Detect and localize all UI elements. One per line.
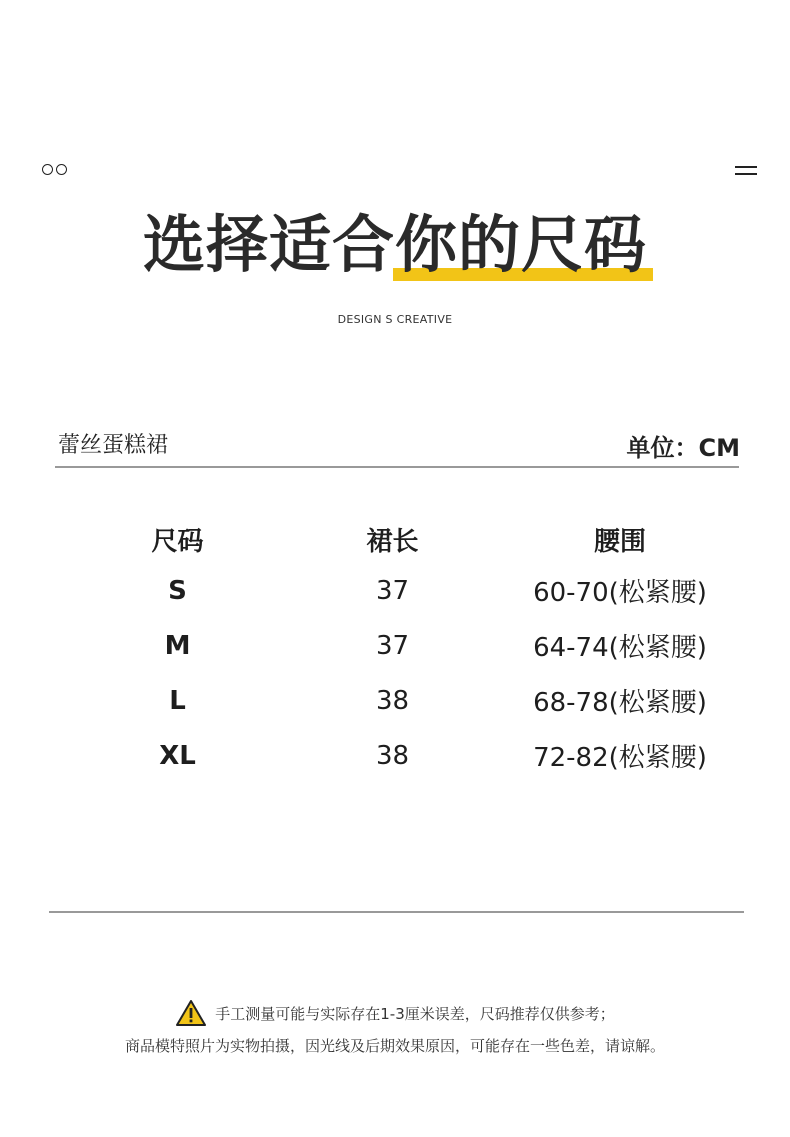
cell-length: 37 — [375, 630, 410, 661]
circle-icon — [42, 164, 53, 175]
circle-icon — [56, 164, 67, 175]
header-length: 裙长 — [366, 526, 419, 557]
notice-line-2: 商品模特照片为实物拍摄，因光线及后期效果原因，可能存在一些色差，请谅解。 — [124, 1037, 665, 1055]
cell-waist: 68-78(松紧腰) — [533, 688, 707, 718]
table-row — [70, 618, 740, 673]
page-title: 选择适合你的尺码 — [142, 208, 647, 281]
cell-size: S — [168, 575, 187, 606]
cell-length: 38 — [375, 740, 410, 771]
header-waist: 腰围 — [593, 526, 646, 557]
warning-triangle-icon — [175, 999, 207, 1027]
cell-size: L — [169, 685, 186, 716]
menu-icon — [735, 166, 757, 175]
table-row — [70, 563, 740, 618]
cell-length: 37 — [375, 575, 410, 606]
cell-waist: 72-82(松紧腰) — [533, 743, 707, 773]
cell-size: XL — [159, 740, 196, 771]
double-circle-icon — [42, 164, 67, 175]
cell-length: 38 — [375, 685, 410, 716]
notice-line-1 — [0, 998, 790, 1030]
product-name: 蕾丝蛋糕裙 — [58, 433, 169, 458]
header-size: 尺码 — [151, 526, 204, 557]
notice-text-1: 手工测量可能与实际存在1-3厘米误差，尺码推荐仅供参考； — [215, 1005, 615, 1023]
cell-waist: 64-74(松紧腰) — [533, 633, 707, 663]
page-subtitle: DESIGN S CREATIVE — [337, 313, 453, 326]
divider-bottom — [49, 911, 744, 913]
cell-size: M — [164, 630, 191, 661]
size-table — [70, 515, 740, 783]
title-area — [0, 205, 790, 285]
divider-top — [55, 466, 739, 468]
table-row — [70, 673, 740, 728]
table-header-row — [70, 515, 740, 563]
cell-waist: 60-70(松紧腰) — [533, 578, 707, 608]
table-row — [70, 728, 740, 783]
notice — [0, 998, 790, 1062]
unit-label: 单位：CM — [626, 434, 740, 462]
